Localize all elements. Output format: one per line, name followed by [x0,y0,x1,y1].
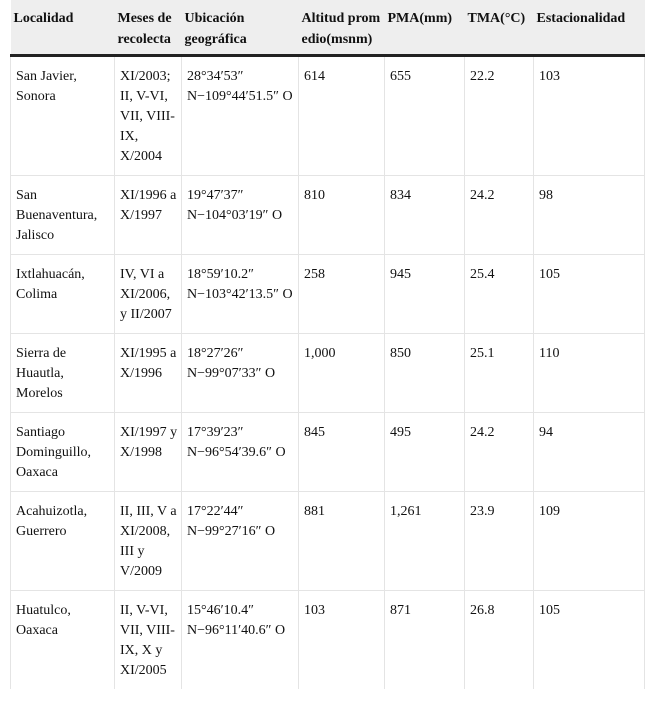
cell-localidad: Acahuizotla, Guerrero [11,492,115,591]
table-header-row [11,0,645,56]
data-table [10,0,645,689]
cell-estacionalidad: 103 [534,56,645,176]
table-row [11,56,645,176]
cell-pma: 871 [385,591,465,690]
cell-estacionalidad: 105 [534,591,645,690]
cell-ubicacion: 18°27′26″ N−99°07′33″ O [182,334,299,413]
header-pma: PMA(mm) [385,0,465,56]
cell-meses: II, V-VI, VII, VIII-IX, X y XI/2005 [115,591,182,690]
cell-tma: 24.2 [465,176,534,255]
header-altitud: Altitud promedio(msnm) [299,0,385,56]
cell-meses: II, III, V a XI/2008, III y V/2009 [115,492,182,591]
table-row [11,413,645,492]
cell-pma: 850 [385,334,465,413]
cell-estacionalidad: 110 [534,334,645,413]
cell-tma: 24.2 [465,413,534,492]
cell-localidad: Huatulco, Oaxaca [11,591,115,690]
cell-estacionalidad: 94 [534,413,645,492]
cell-estacionalidad: 105 [534,255,645,334]
cell-localidad: Santiago Dominguillo, Oaxaca [11,413,115,492]
cell-meses: XI/1997 y X/1998 [115,413,182,492]
cell-meses: XI/1996 a X/1997 [115,176,182,255]
cell-localidad: San Javier, Sonora [11,56,115,176]
cell-estacionalidad: 109 [534,492,645,591]
cell-ubicacion: 17°39′23″ N−96°54′39.6″ O [182,413,299,492]
cell-meses: XI/2003; II, V-VI, VII, VIII-IX, X/2004 [115,56,182,176]
table-row [11,176,645,255]
cell-ubicacion: 17°22′44″ N−99°27′16″ O [182,492,299,591]
header-tma: TMA(°C) [465,0,534,56]
cell-meses: IV, VI a XI/2006, y II/2007 [115,255,182,334]
table-row [11,492,645,591]
table-row [11,255,645,334]
cell-altitud: 881 [299,492,385,591]
cell-localidad: Sierra de Huautla, Morelos [11,334,115,413]
cell-altitud: 258 [299,255,385,334]
cell-localidad: San Buenaventura, Jalisco [11,176,115,255]
table-row [11,591,645,690]
cell-altitud: 1,000 [299,334,385,413]
cell-tma: 22.2 [465,56,534,176]
cell-altitud: 103 [299,591,385,690]
cell-pma: 834 [385,176,465,255]
cell-altitud: 845 [299,413,385,492]
header-ubicacion: Ubicación geográfica [182,0,299,56]
cell-pma: 1,261 [385,492,465,591]
cell-altitud: 614 [299,56,385,176]
cell-ubicacion: 15°46′10.4″ N−96°11′40.6″ O [182,591,299,690]
header-meses: Meses de recolecta [115,0,182,56]
cell-pma: 495 [385,413,465,492]
cell-ubicacion: 18°59′10.2″ N−103°42′13.5″ O [182,255,299,334]
table-row [11,334,645,413]
cell-ubicacion: 28°34′53″ N−109°44′51.5″ O [182,56,299,176]
cell-meses: XI/1995 a X/1996 [115,334,182,413]
cell-ubicacion: 19°47′37″ N−104°03′19″ O [182,176,299,255]
cell-altitud: 810 [299,176,385,255]
cell-tma: 23.9 [465,492,534,591]
cell-pma: 945 [385,255,465,334]
cell-tma: 26.8 [465,591,534,690]
cell-tma: 25.4 [465,255,534,334]
cell-localidad: Ixtlahuacán, Colima [11,255,115,334]
header-localidad: Localidad [11,0,115,56]
cell-tma: 25.1 [465,334,534,413]
cell-pma: 655 [385,56,465,176]
header-estacionalidad: Estacionalidad [534,0,645,56]
cell-estacionalidad: 98 [534,176,645,255]
